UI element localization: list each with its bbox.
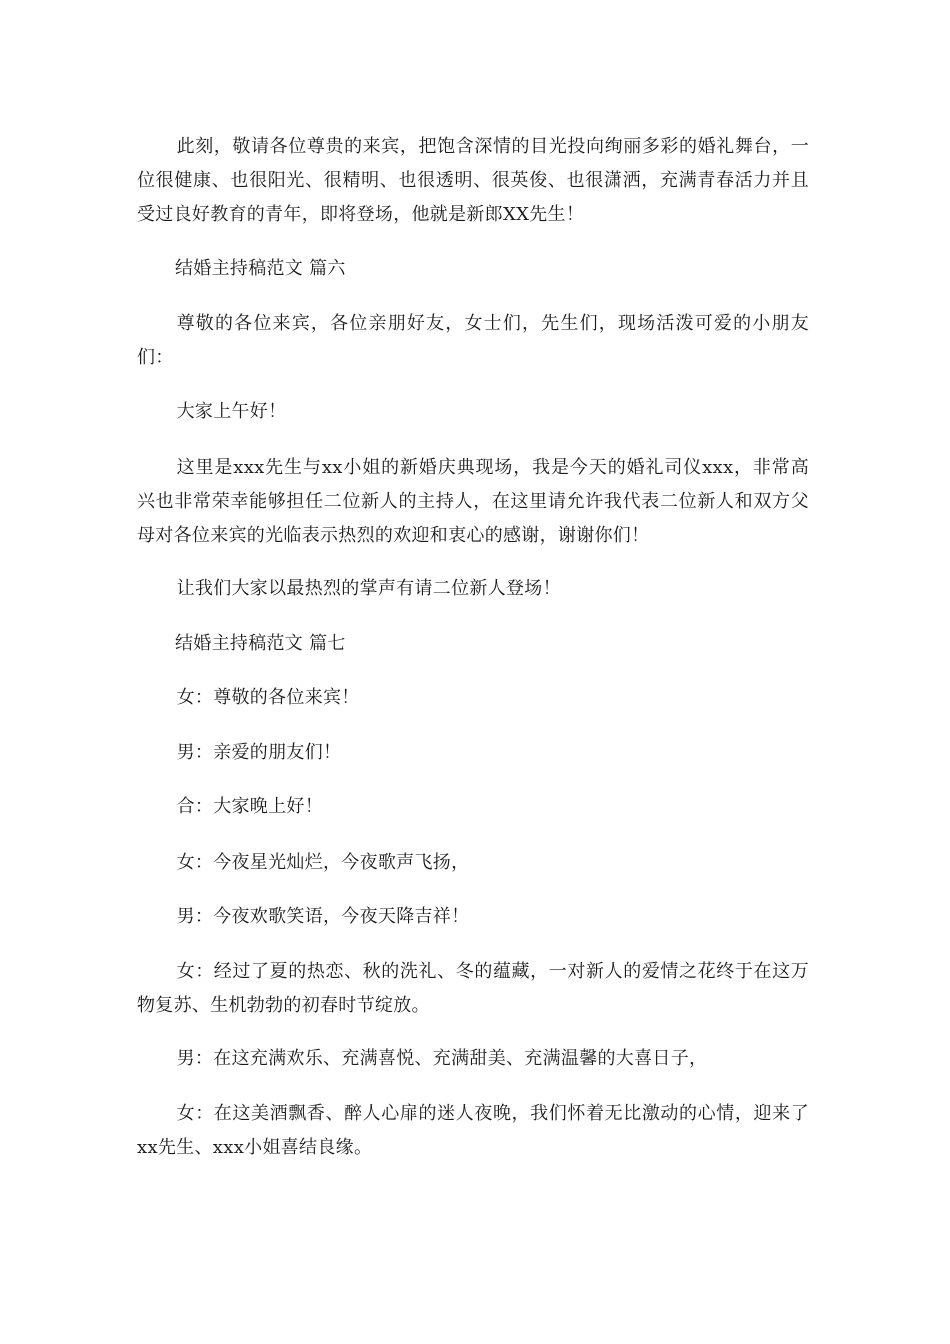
section-heading-7: 结婚主持稿范文 篇七 — [175, 633, 346, 654]
paragraph-groom-intro: 此刻，敬请各位尊贵的来宾，把饱含深情的目光投向绚丽多彩的婚礼舞台，一位很健康、也很阳光、很精明、也很透明、很英俊、也很潇洒，充满青春活力并且受过良好教育的青年，即将登场，他就是新郎XX先生！ — [137, 136, 809, 225]
dialogue-line: 女：经过了夏的热恋、秋的洗礼、冬的蕴藏，一对新人的爱情之花终于在这万物复苏、生机勃勃的初春时节绽放。 — [137, 961, 809, 1016]
dialogue-line: 男：在这充满欢乐、充满喜悦、充满甜美、充满温馨的大喜日子， — [176, 1048, 708, 1069]
dialogue-line: 男：亲爱的朋友们！ — [176, 742, 342, 763]
paragraph-good-morning: 大家上午好！ — [176, 401, 287, 422]
paragraph-applause: 让我们大家以最热烈的掌声有请二位新人登场！ — [176, 578, 561, 599]
section-heading-6: 结婚主持稿范文 篇六 — [175, 258, 346, 279]
paragraph-host-intro: 这里是xxx先生与xx小姐的新婚庆典现场，我是今天的婚礼司仪xxx，非常高兴也非常荣幸能够担任二位新人的主持人，在这里请允许我代表二位新人和双方父母对各位来宾的光临表示热烈的欢迎和衷心的感谢，谢谢你们！ — [137, 457, 809, 546]
paragraph-greeting-guests: 尊敬的各位来宾，各位亲朋好友，女士们，先生们，现场活泼可爱的小朋友们： — [137, 313, 809, 368]
dialogue-line: 女：尊敬的各位来宾！ — [176, 687, 360, 708]
dialogue-line: 男：今夜欢歌笑语，今夜天降吉祥！ — [176, 906, 470, 927]
dialogue-line: 女：今夜星光灿烂，今夜歌声飞扬， — [176, 852, 470, 873]
dialogue-line: 合：大家晚上好！ — [176, 796, 323, 817]
dialogue-line: 女：在这美酒飘香、醉人心扉的迷人夜晚，我们怀着无比激动的心情，迎来了xx先生、xxx小姐喜结良缘。 — [137, 1103, 809, 1158]
